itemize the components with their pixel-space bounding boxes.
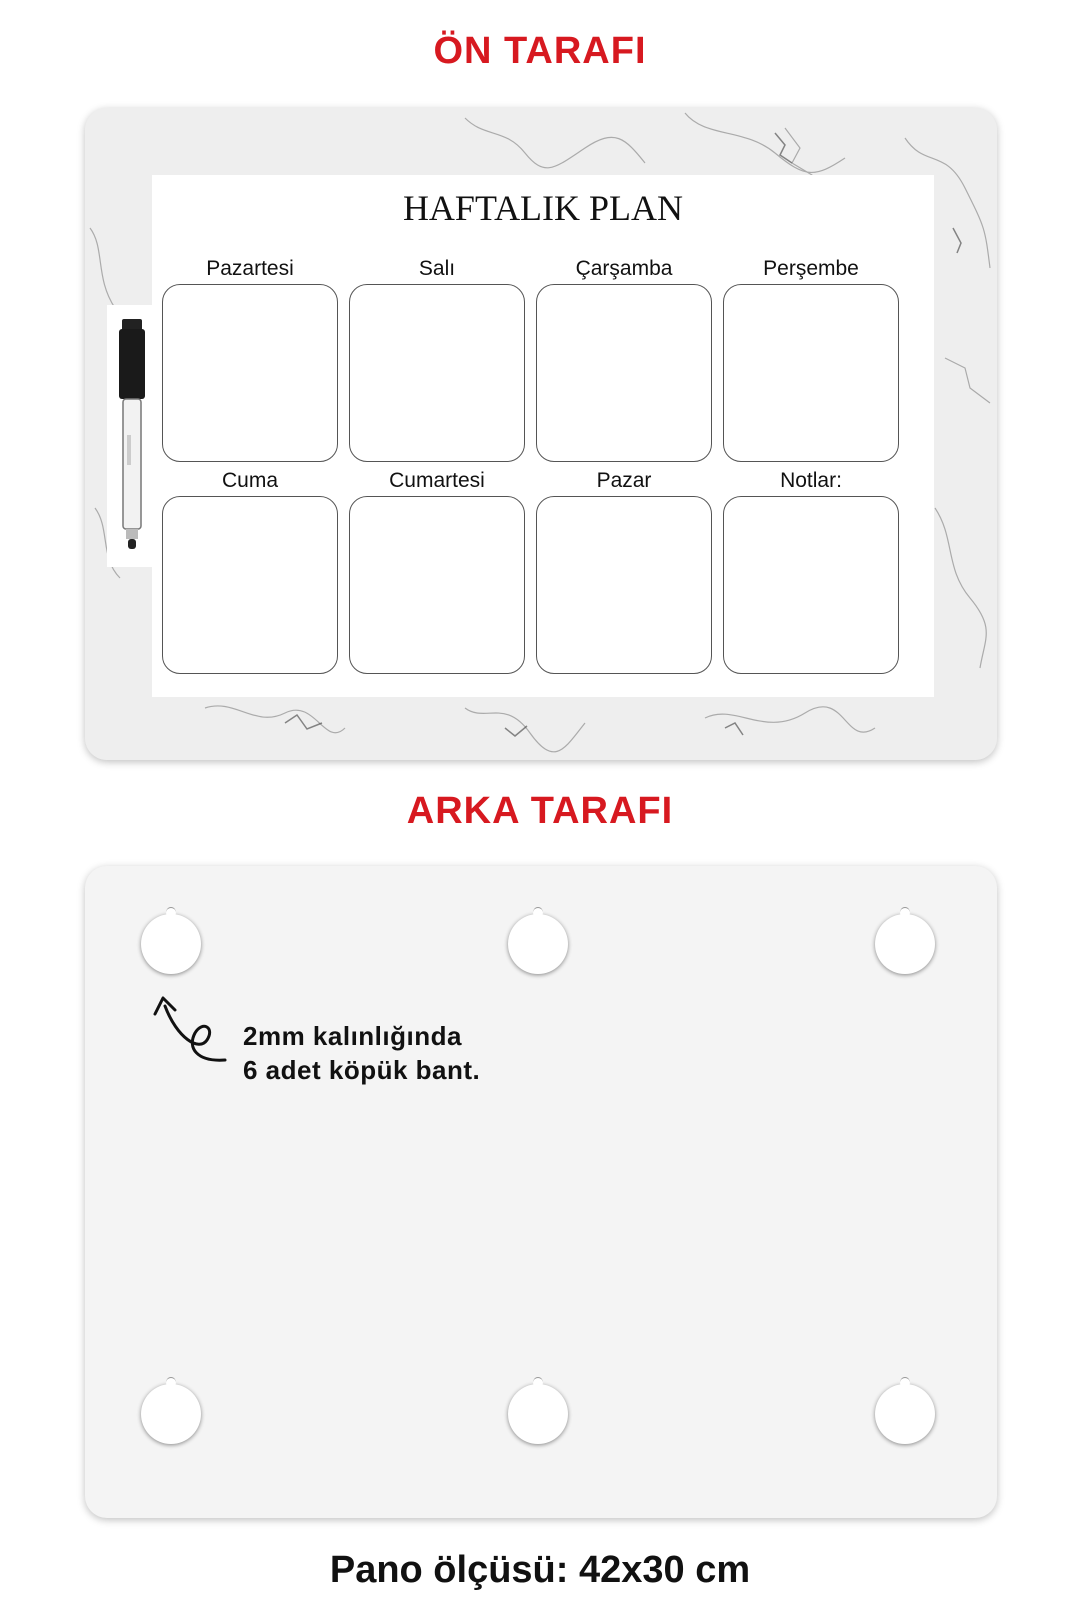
marker-strip	[107, 305, 155, 567]
day-box-thursday[interactable]	[723, 284, 899, 462]
day-box-monday[interactable]	[162, 284, 338, 462]
day-box-wednesday[interactable]	[536, 284, 712, 462]
board-size-text: Pano ölçüsü: 42x30 cm	[329, 1549, 751, 1591]
day-label-friday: Cuma	[221, 469, 279, 492]
back-side-heading: ARKA TARAFI	[406, 790, 674, 832]
foam-tape-pad	[141, 1384, 201, 1444]
day-label-monday: Pazartesi	[206, 257, 294, 280]
day-label-sunday: Pazar	[596, 469, 652, 492]
foam-tape-pad	[508, 1384, 568, 1444]
day-label-saturday: Cumartesi	[389, 469, 485, 492]
whiteboard-marker-icon	[107, 305, 155, 567]
day-label-wednesday: Çarşamba	[575, 257, 673, 280]
curly-arrow-icon	[147, 988, 237, 1068]
plan-title: HAFTALIK PLAN	[402, 188, 684, 228]
foam-tape-note-line2: 6 adet köpük bant.	[243, 1055, 481, 1085]
day-box-sunday[interactable]	[536, 496, 712, 674]
foam-tape-pad	[508, 914, 568, 974]
day-box-saturday[interactable]	[349, 496, 525, 674]
foam-tape-note-line1: 2mm kalınlığında	[243, 1021, 462, 1051]
front-board	[85, 108, 997, 760]
day-label-tuesday: Salı	[418, 257, 456, 280]
front-side-heading: ÖN TARAFI	[433, 30, 647, 72]
foam-tape-pad	[875, 914, 935, 974]
foam-tape-pad	[875, 1384, 935, 1444]
day-box-notes[interactable]	[723, 496, 899, 674]
day-label-thursday: Perşembe	[763, 257, 859, 280]
day-box-friday[interactable]	[162, 496, 338, 674]
day-box-tuesday[interactable]	[349, 284, 525, 462]
day-label-notes: Notlar:	[780, 469, 842, 492]
back-board	[85, 866, 997, 1518]
weekly-plan-sheet	[152, 175, 934, 697]
foam-tape-pad	[141, 914, 201, 974]
